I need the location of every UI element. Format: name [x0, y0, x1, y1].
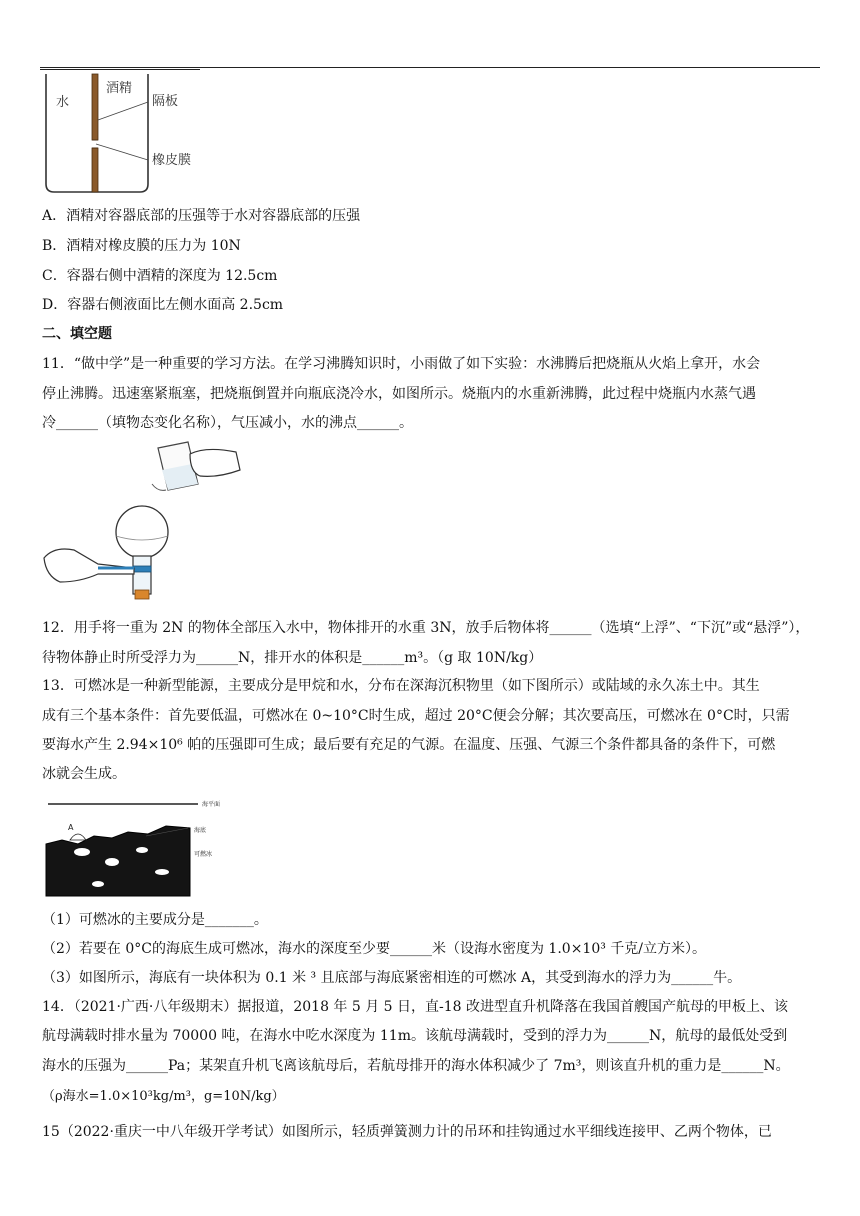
q13-sub-1: （1）可燃冰的主要成分是_______。 [42, 912, 268, 928]
seabed-figure [42, 796, 252, 902]
q12-line-1: 12．用手将一重为 2N 的物体全部压入水中，物体排开的水重 3N，放手后物体将______（选填“上浮”、“下沉”或“悬浮”）， [42, 620, 810, 636]
ice-deposit-3 [136, 847, 148, 853]
option-a: A．酒精对容器底部的压强等于水对容器底部的压强 [42, 208, 361, 224]
top-rule [40, 67, 820, 68]
q12-line-2: 待物体静止时所受浮力为______N，排开水的体积是______m³。（g 取 10N/kg） [42, 650, 543, 666]
q11-line-2: 停止沸腾。迅速塞紧瓶塞，把烧瓶倒置并向瓶底浇冷水，如图所示。烧瓶内的水重新沸腾，此过程中烧瓶内水蒸气遇 [42, 386, 756, 402]
flask-icon [116, 506, 168, 599]
flask-experiment-figure [40, 440, 250, 610]
q15-line-1: 15（2022·重庆一中八年级开学考试）如图所示，轻质弹簧测力计的吊环和挂钩通过水平细线连接甲、乙两个物体，已 [42, 1124, 772, 1140]
q13-line-2: 成有三个基本条件：首先要低温，可燃冰在 0~10°C时生成，超过 20°C便会分解；其次要高压，可燃冰在 0°C时，只需 [42, 708, 790, 724]
ice-deposit-2 [105, 858, 119, 866]
sea-level-label: 海平面 [202, 801, 221, 808]
section-heading: 二、填空题 [42, 326, 112, 342]
fig1-partition-label: 隔板 [152, 94, 179, 109]
ice-block-a [70, 834, 86, 840]
ice-deposit-4 [155, 869, 169, 875]
q13-line-3: 要海水产生 2.94×10⁶ 帕的压强即可生成；最后要有充足的气源。在温度、压强、气源三个条件都具备的条件下，可燃 [42, 737, 776, 753]
q11-line-1: 11．“做中学”是一种重要的学习方法。在学习沸腾知识时，小雨做了如下实验：水沸腾后把烧瓶从火焰上拿开，水会 [42, 356, 761, 372]
q14-line-3: 海水的压强为______Pa；某架直升机飞离该航母后，若航母排开的海水体积减少了 7m³，则该直升机的重力是______N。 [42, 1058, 790, 1074]
ice-deposit-5 [92, 881, 104, 887]
seabed-label: 海底 [194, 827, 207, 834]
option-d: D．容器右侧液面比左侧水面高 2.5cm [42, 297, 284, 313]
q13-sub-2: （2）若要在 0°C的海底生成可燃冰，海水的深度至少要______米（设海水密度为 1.0×10³ 千克/立方米）。 [42, 941, 707, 957]
q14-line-2: 航母满载时排水量为 70000 吨，在海水中吃水深度为 11m。该航母满载时，受到的浮力为______N，航母的最低处受到 [42, 1028, 788, 1044]
q11-line-3: 冷______（填物态变化名称），气压减小，水的沸点______。 [42, 415, 413, 431]
q13-sub-3: （3）如图所示，海底有一块体积为 0.1 米 ³ 且底部与海底紧密相连的可燃冰 A，其受到海水的浮力为______牛。 [42, 970, 742, 986]
q13-line-4: 冰就会生成。 [42, 766, 126, 782]
q14-line-4: （ρ海水=1.0×10³kg/m³，g=10N/kg） [42, 1089, 285, 1104]
ice-deposit-1 [74, 848, 90, 856]
fig1-alcohol-label: 酒精 [106, 81, 133, 96]
option-c: C．容器右侧中酒精的深度为 12.5cm [42, 268, 278, 284]
partition-lower [92, 148, 98, 192]
q14-line-1: 14．（2021·广西·八年级期末）据报道，2018 年 5 月 5 日，直-18 改进型直升机降落在我国首艘国产航母的甲板上、该 [42, 999, 789, 1015]
holding-hand-icon [44, 549, 134, 582]
top-rule-short [40, 69, 200, 70]
container-figure [42, 72, 222, 196]
q13-line-1: 13．可燃冰是一种新型能源，主要成分是甲烷和水，分布在深海沉积物里（如下图所示）或陆域的永久冻土中。其生 [42, 678, 760, 694]
fig1-water-label: 水 [56, 95, 70, 110]
option-b: B．酒精对橡皮膜的压力为 10N [42, 238, 241, 254]
ice-label: 可燃冰 [194, 851, 213, 858]
fig1-membrane-label: 橡皮膜 [152, 153, 192, 168]
pouring-hand-icon [190, 449, 240, 476]
point-a-label: A [68, 823, 74, 832]
partition-upper [92, 74, 98, 140]
